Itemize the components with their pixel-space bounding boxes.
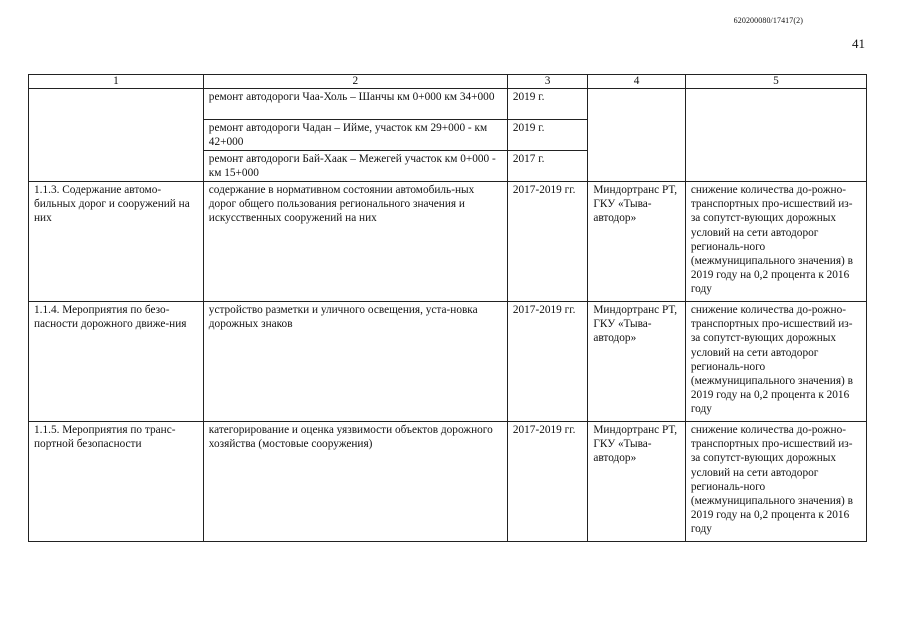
measure-cell: 1.1.5. Мероприятия по транс-портной безопасности <box>29 422 204 542</box>
table-row <box>29 422 867 542</box>
subitem-period-cell: 2019 г. <box>507 120 588 151</box>
activities-table <box>28 74 867 542</box>
table-row <box>29 302 867 422</box>
period-cell: 2017-2019 гг. <box>507 182 588 302</box>
measure-cell-empty <box>29 89 204 182</box>
result-cell-empty <box>685 89 866 182</box>
subitem-period-cell: 2017 г. <box>507 151 588 182</box>
executor-cell: Миндортранс РТ, ГКУ «Тыва-автодор» <box>588 302 685 422</box>
table-row <box>29 182 867 302</box>
column-number-5: 5 <box>685 75 866 89</box>
executor-cell: Миндортранс РТ, ГКУ «Тыва-автодор» <box>588 422 685 542</box>
subitem-activity-cell: ремонт автодороги Чадан – Ийме, участок км 29+000 - км 42+000 <box>203 120 507 151</box>
measure-cell: 1.1.3. Содержание автомо-бильных дорог и сооружений на них <box>29 182 204 302</box>
page-number: 41 <box>852 36 865 51</box>
table-row <box>29 89 867 120</box>
column-number-4: 4 <box>588 75 685 89</box>
activity-cell: содержание в нормативном состоянии автомобиль-ных дорог общего пользования регионального значения и искусственных сооружений на них <box>203 182 507 302</box>
column-number-3: 3 <box>507 75 588 89</box>
subitem-period-cell: 2019 г. <box>507 89 588 120</box>
period-cell: 2017-2019 гг. <box>507 422 588 542</box>
activity-cell: устройство разметки и уличного освещения, уста-новка дорожных знаков <box>203 302 507 422</box>
activity-cell: категорирование и оценка уязвимости объектов дорожного хозяйства (мостовые сооружения) <box>203 422 507 542</box>
executor-cell: Миндортранс РТ, ГКУ «Тыва-автодор» <box>588 182 685 302</box>
column-number-1: 1 <box>29 75 204 89</box>
result-cell: снижение количества до-рожно-транспортных про-исшествий из-за сопутст-вующих дорожных условий на сети автодорог региональ-ного (межмуниципального значения) в 2019 году на 0,2 процента к 2016 году <box>685 422 866 542</box>
result-cell: снижение количества до-рожно-транспортных про-исшествий из-за сопутст-вующих дорожных условий на сети автодорог региональ-ного (межмуниципального значения) в 2019 году на 0,2 процента к 2016 году <box>685 182 866 302</box>
subitem-activity-cell: ремонт автодороги Чаа-Холь – Шанчы км 0+000 км 34+000 <box>203 89 507 120</box>
column-number-2: 2 <box>203 75 507 89</box>
column-number-row <box>29 75 867 89</box>
measure-cell: 1.1.4. Мероприятия по безо-пасности дорожного движе-ния <box>29 302 204 422</box>
document-code: 620200080/17417(2) <box>733 16 803 25</box>
executor-cell-empty <box>588 89 685 182</box>
result-cell: снижение количества до-рожно-транспортных про-исшествий из-за сопутст-вующих дорожных условий на сети автодорог региональ-ного (межмуниципального значения) в 2019 году на 0,2 процента к 2016 году <box>685 302 866 422</box>
subitem-activity-cell: ремонт автодороги Бай-Хаак – Межегей участок км 0+000 - км 15+000 <box>203 151 507 182</box>
period-cell: 2017-2019 гг. <box>507 302 588 422</box>
